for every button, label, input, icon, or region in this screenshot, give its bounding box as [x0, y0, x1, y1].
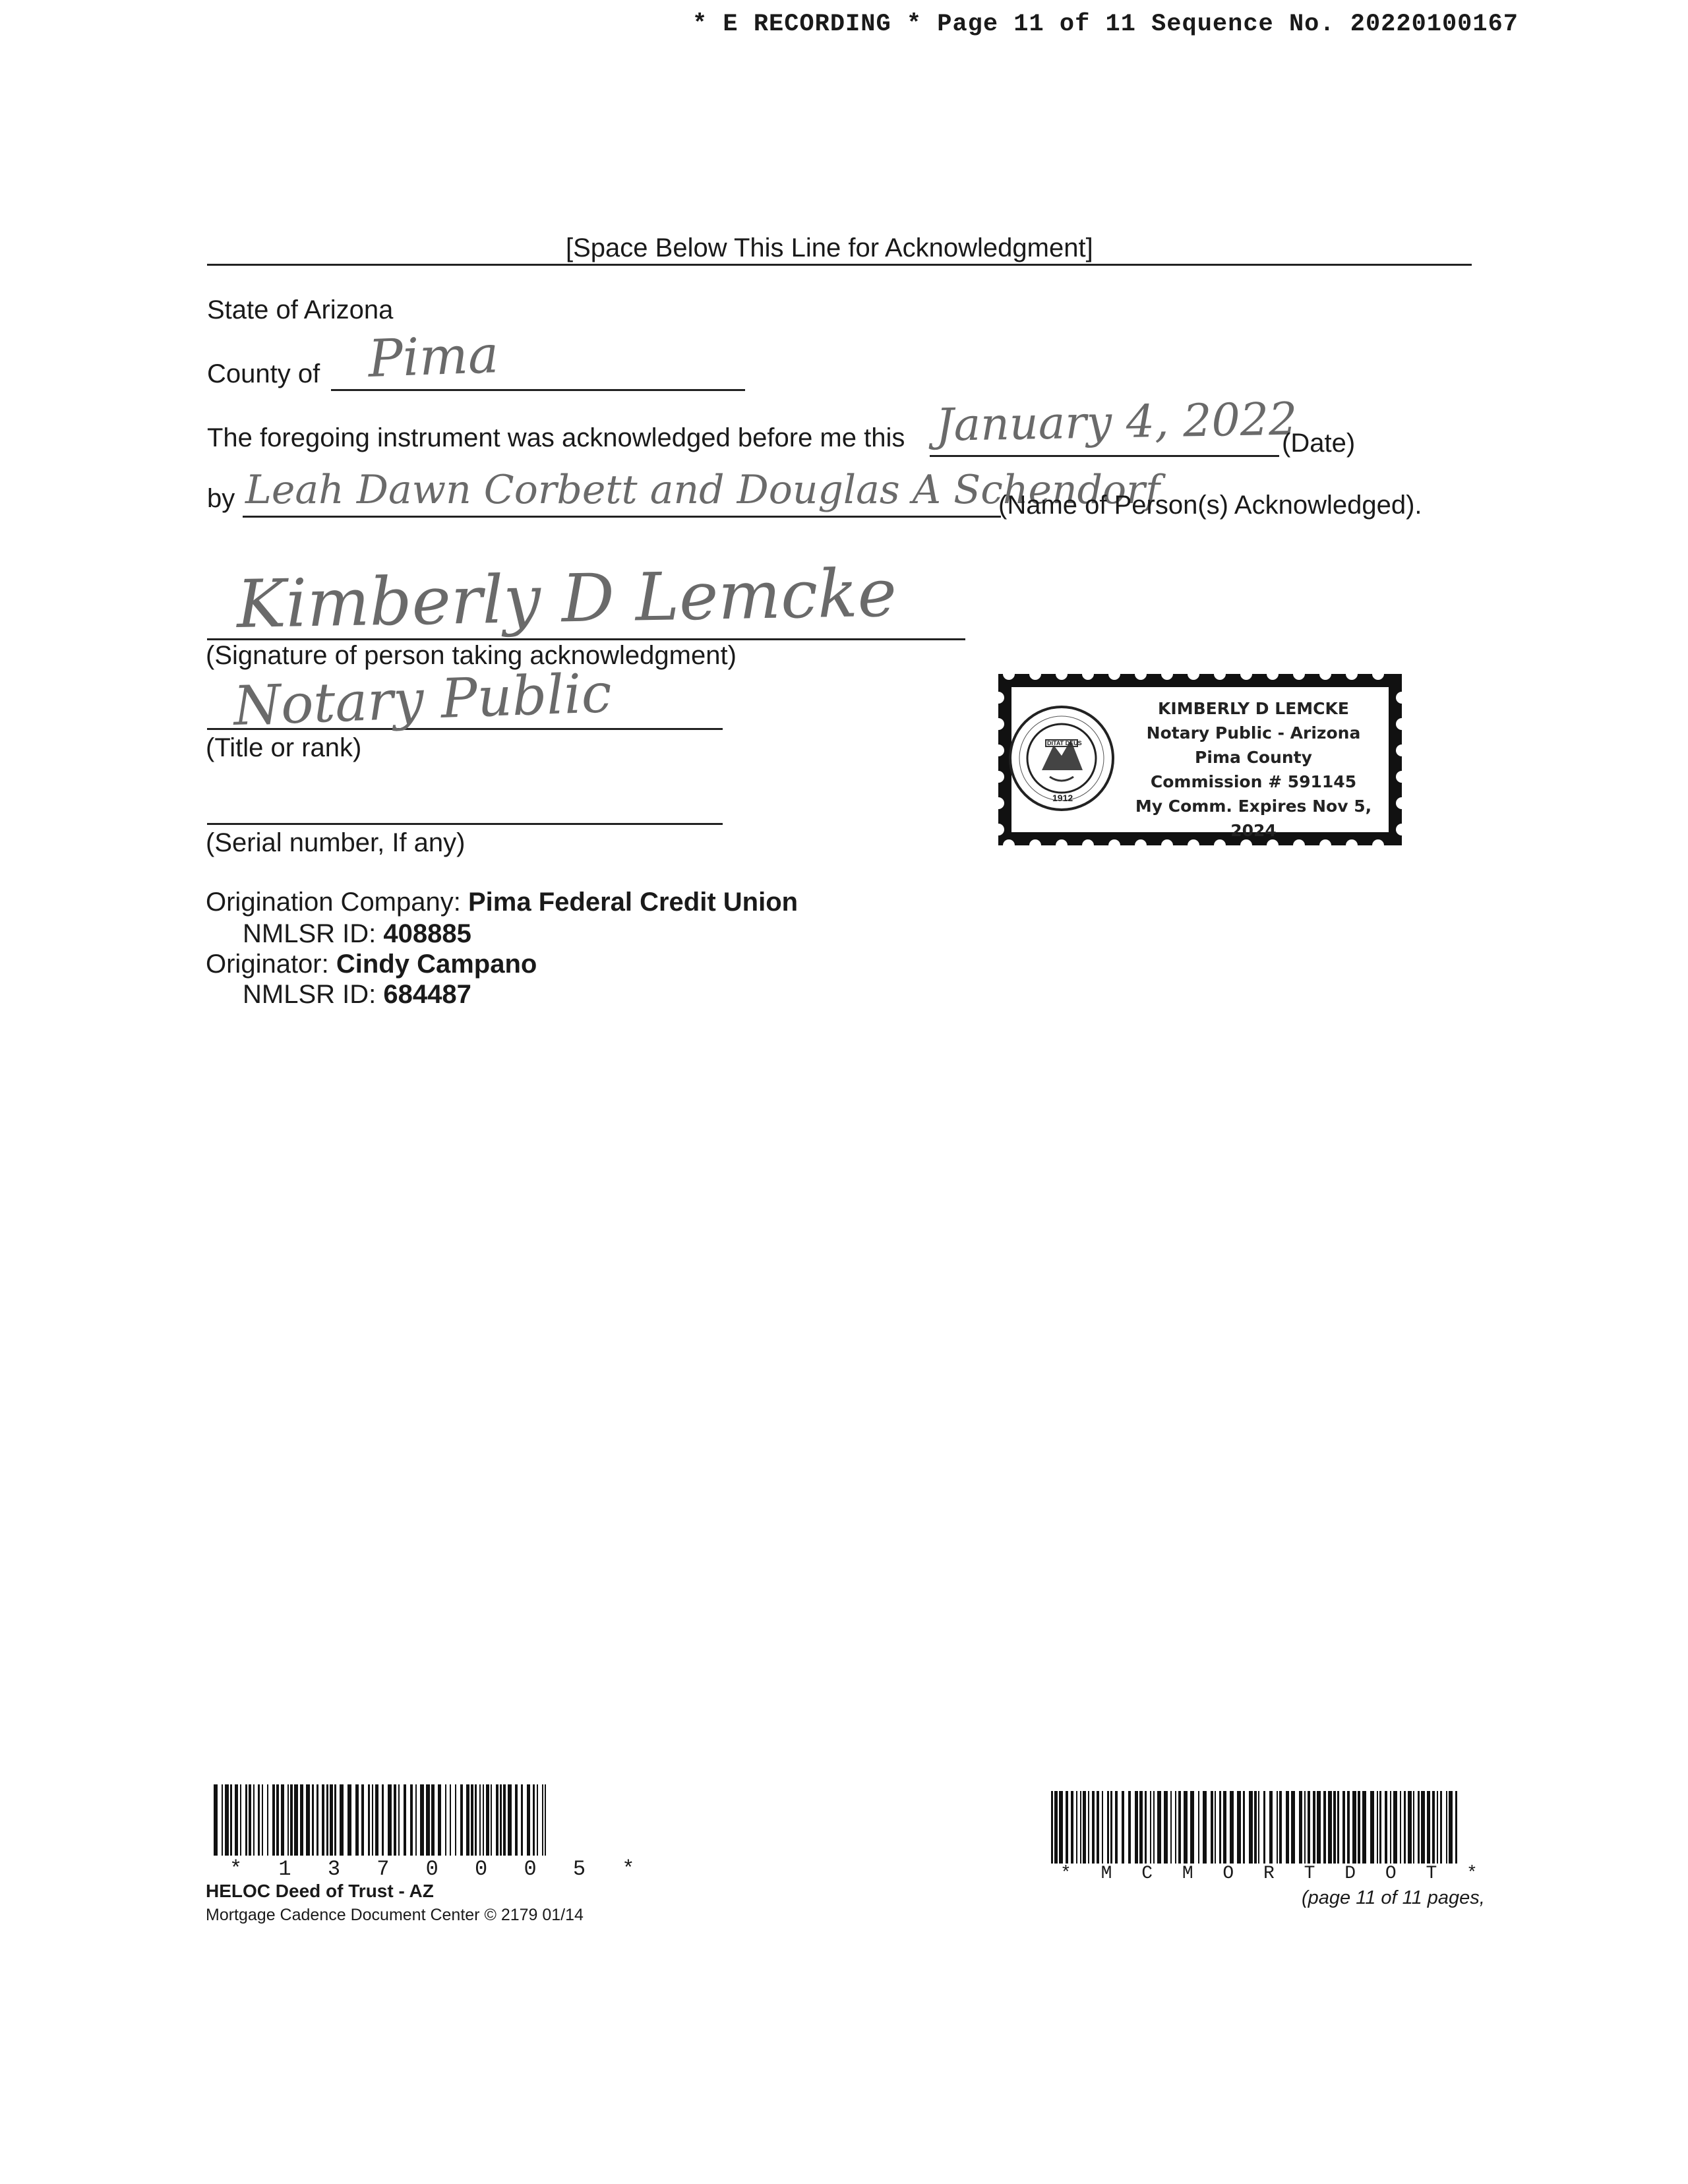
- barcode-bar: [1304, 1791, 1306, 1864]
- doc-title: HELOC Deed of Trust - AZ: [206, 1881, 434, 1901]
- barcode-bar: [306, 1784, 310, 1856]
- barcode-bar: [1184, 1791, 1188, 1864]
- notary-commission: Commission # 591145: [1150, 772, 1357, 791]
- seal-year: 1912: [1052, 793, 1073, 803]
- barcode-bar: [1342, 1791, 1345, 1864]
- barcode-bar: [1385, 1791, 1387, 1864]
- barcode-bar: [235, 1784, 238, 1856]
- right-barcode: [1051, 1791, 1461, 1869]
- barcode-bar: [262, 1784, 263, 1856]
- company-nmlsr-label: NMLSR ID:: [243, 919, 377, 948]
- title-label: (Title or rank): [206, 733, 362, 762]
- barcode-bar: [1370, 1791, 1374, 1864]
- barcode-bar: [1313, 1791, 1315, 1864]
- barcode-bar: [410, 1784, 413, 1856]
- barcode-bar: [225, 1784, 229, 1856]
- barcode-bar: [1178, 1791, 1181, 1864]
- county-label: County of: [207, 359, 320, 388]
- state-label: State of Arizona: [207, 295, 394, 324]
- barcode-bar: [1211, 1791, 1213, 1864]
- barcode-bar: [1110, 1791, 1112, 1864]
- barcode-bar: [1059, 1791, 1063, 1864]
- barcode-bar: [1198, 1791, 1199, 1864]
- barcode-bar: [267, 1784, 268, 1856]
- barcode-bar: [355, 1784, 359, 1856]
- by-label: by: [207, 484, 235, 513]
- barcode-bar: [1328, 1791, 1332, 1864]
- barcode-bar: [1051, 1791, 1053, 1864]
- barcode-bar: [1071, 1791, 1073, 1864]
- barcode-bar: [1277, 1791, 1278, 1864]
- barcode-bar: [249, 1784, 251, 1856]
- foregoing-text: The foregoing instrument was acknowledged before me this: [207, 423, 905, 452]
- barcode-bar: [312, 1784, 314, 1856]
- barcode-bar: [500, 1784, 502, 1856]
- barcode-bar: [537, 1784, 538, 1856]
- barcode-bar: [438, 1784, 441, 1856]
- barcode-bar: [1066, 1791, 1068, 1864]
- barcode-bar: [426, 1784, 430, 1856]
- barcode-bar: [491, 1784, 492, 1856]
- recording-header: * E RECORDING * Page 11 of 11 Sequence No. 20220100167: [692, 11, 1519, 38]
- barcode-bar: [1157, 1791, 1161, 1864]
- barcode-bar: [1432, 1791, 1435, 1864]
- barcode-bar: [1080, 1791, 1081, 1864]
- origination-company-label: Origination Company:: [206, 888, 461, 917]
- date-label: (Date): [1282, 429, 1356, 458]
- title-handwritten: Notary Public: [232, 662, 613, 738]
- barcode-bar: [290, 1784, 293, 1856]
- notary-stamp: [996, 671, 1404, 848]
- originator-nmlsr-row: [243, 980, 471, 1010]
- barcode-bar: [1097, 1791, 1099, 1864]
- barcode-bar: [1299, 1791, 1302, 1864]
- barcode-bar: [1352, 1791, 1356, 1864]
- barcode-bar: [1258, 1791, 1259, 1864]
- originator-label: Originator:: [206, 950, 329, 979]
- barcode-bar: [361, 1784, 364, 1856]
- barcode-bar: [1175, 1791, 1176, 1864]
- barcode-bar: [1092, 1791, 1095, 1864]
- serial-label: (Serial number, If any): [206, 828, 466, 857]
- barcode-bar: [1393, 1791, 1397, 1864]
- names-handwritten: Leah Dawn Corbett and Douglas A Schendorf: [245, 467, 1160, 513]
- barcode-bar: [1107, 1791, 1109, 1864]
- barcode-bar: [1054, 1791, 1058, 1864]
- barcode-bar: [316, 1784, 318, 1856]
- names-underline: [243, 516, 1001, 518]
- barcode-bar: [445, 1784, 446, 1856]
- originator-row: [206, 950, 537, 979]
- barcode-bar: [475, 1784, 477, 1856]
- barcode-bar: [1337, 1791, 1339, 1864]
- barcode-bar: [521, 1784, 523, 1856]
- barcode-bar: [1249, 1791, 1253, 1864]
- barcode-bar: [1427, 1791, 1430, 1864]
- notary-stamp-text: [1118, 696, 1389, 843]
- notary-name: KIMBERLY D LEMCKE: [1158, 699, 1349, 718]
- barcode-bar: [1408, 1791, 1412, 1864]
- doc-center: Mortgage Cadence Document Center © 2179 01/14: [206, 1906, 584, 1924]
- barcode-bar: [533, 1784, 535, 1856]
- barcode-bar: [1269, 1791, 1273, 1864]
- barcode-bar: [1243, 1791, 1245, 1864]
- acknowledgment-rule: [207, 264, 1472, 266]
- barcode-bar: [1139, 1791, 1143, 1864]
- barcode-bar: [1102, 1791, 1103, 1864]
- barcode-bar: [1145, 1791, 1147, 1864]
- barcode-bar: [1088, 1791, 1089, 1864]
- county-underline: [331, 389, 745, 391]
- barcode-bar: [1254, 1791, 1257, 1864]
- barcode-bar: [1230, 1791, 1234, 1864]
- barcode-bar: [1135, 1791, 1138, 1864]
- barcode-bar: [372, 1784, 373, 1856]
- barcode-bar: [276, 1784, 279, 1856]
- origination-company-row: [206, 888, 798, 917]
- barcode-bar: [1421, 1791, 1425, 1864]
- barcode-bar: [466, 1784, 469, 1856]
- barcode-bar: [340, 1784, 344, 1856]
- barcode-bar: [1333, 1791, 1336, 1864]
- barcode-bar: [415, 1784, 417, 1856]
- barcode-bar: [1437, 1791, 1438, 1864]
- barcode-bar: [1413, 1791, 1414, 1864]
- barcode-bar: [245, 1784, 247, 1856]
- barcode-bar: [1122, 1791, 1124, 1864]
- notary-title: Notary Public - Arizona: [1146, 723, 1361, 743]
- barcode-bar: [240, 1784, 241, 1856]
- barcode-bar: [272, 1784, 275, 1856]
- barcode-bar: [1279, 1791, 1282, 1864]
- barcode-bar: [431, 1784, 435, 1856]
- barcode-bar: [347, 1784, 351, 1856]
- barcode-bar: [1455, 1791, 1457, 1864]
- barcode-bar: [1404, 1791, 1406, 1864]
- barcode-bar: [1150, 1791, 1151, 1864]
- barcode-bar: [222, 1784, 223, 1856]
- notary-expiration: My Comm. Expires Nov 5, 2024: [1135, 797, 1372, 840]
- serial-underline: [207, 823, 723, 825]
- barcode-bar: [1317, 1791, 1321, 1864]
- barcode-bar: [483, 1784, 484, 1856]
- barcode-bar: [1418, 1791, 1420, 1864]
- barcode-bar: [1291, 1791, 1295, 1864]
- barcode-bar: [322, 1784, 324, 1856]
- names-label: (Name of Person(s) Acknowledged).: [998, 491, 1422, 520]
- origination-company-value: Pima Federal Credit Union: [467, 888, 799, 917]
- barcode-bar: [334, 1784, 336, 1856]
- barcode-bar: [486, 1784, 489, 1856]
- barcode-bar: [1379, 1791, 1381, 1864]
- barcode-bar: [508, 1784, 512, 1856]
- seal-motto: DITAT DEUS: [1047, 740, 1082, 746]
- date-underline: [930, 455, 1279, 457]
- barcode-bar: [281, 1784, 284, 1856]
- space-below-line-label: [Space Below This Line for Acknowledgment]: [566, 233, 1093, 262]
- barcode-bar: [450, 1784, 451, 1856]
- date-handwritten: January 4, 2022: [935, 393, 1298, 452]
- barcode-bar: [1215, 1791, 1216, 1864]
- barcode-bar: [503, 1784, 506, 1856]
- barcode-bar: [1446, 1791, 1447, 1864]
- barcode-bar: [420, 1784, 424, 1856]
- barcode-bar: [1203, 1791, 1207, 1864]
- barcode-bar: [455, 1784, 456, 1856]
- left-barcode: [214, 1784, 550, 1866]
- barcode-bar: [404, 1784, 406, 1856]
- barcode-bar: [253, 1784, 255, 1856]
- barcode-bar: [214, 1784, 218, 1856]
- barcode-bar: [388, 1784, 392, 1856]
- barcode-bar: [398, 1784, 400, 1856]
- barcode-bar: [230, 1784, 232, 1856]
- barcode-bar: [1362, 1791, 1366, 1864]
- barcode-bar: [545, 1784, 546, 1856]
- barcode-bar: [258, 1784, 260, 1856]
- barcode-bar: [1308, 1791, 1310, 1864]
- barcode-bar: [471, 1784, 473, 1856]
- company-nmlsr-row: [243, 919, 471, 949]
- barcode-bar: [375, 1784, 378, 1856]
- page-note: (page 11 of 11 pages,: [1302, 1887, 1485, 1908]
- barcode-bar: [1190, 1791, 1194, 1864]
- barcode-bar: [1219, 1791, 1221, 1864]
- barcode-bar: [287, 1784, 289, 1856]
- barcode-bar: [460, 1784, 463, 1856]
- barcode-bar: [1377, 1791, 1378, 1864]
- barcode-bar: [1390, 1791, 1391, 1864]
- barcode-bar: [1170, 1791, 1172, 1864]
- barcode-bar: [515, 1784, 518, 1856]
- barcode-bar: [368, 1784, 370, 1856]
- barcode-bar: [542, 1784, 543, 1856]
- barcode-bar: [1115, 1791, 1118, 1864]
- barcode-bar: [382, 1784, 384, 1856]
- barcode-bar: [1286, 1791, 1289, 1864]
- barcode-bar: [1323, 1791, 1326, 1864]
- barcode-bar: [1347, 1791, 1350, 1864]
- barcode-bar: [1153, 1791, 1155, 1864]
- barcode-bar: [1358, 1791, 1360, 1864]
- barcode-bar: [1263, 1791, 1265, 1864]
- originator-value: Cindy Campano: [336, 950, 537, 979]
- barcode-bar: [1128, 1791, 1131, 1864]
- barcode-bar: [1449, 1791, 1453, 1864]
- barcode-bar: [1223, 1791, 1226, 1864]
- left-barcode-text: * 1 3 7 0 0 0 5 *: [229, 1857, 647, 1881]
- barcode-bar: [1440, 1791, 1442, 1864]
- barcode-bar: [326, 1784, 328, 1856]
- county-handwritten: Pima: [367, 325, 500, 389]
- barcode-bar: [1237, 1791, 1241, 1864]
- barcode-bar: [300, 1784, 303, 1856]
- company-nmlsr-value: 408885: [383, 919, 471, 948]
- barcode-bar: [1400, 1791, 1401, 1864]
- barcode-bar: [294, 1784, 298, 1856]
- barcode-bar: [1083, 1791, 1086, 1864]
- barcode-bar: [330, 1784, 333, 1856]
- barcode-bar: [496, 1784, 498, 1856]
- barcode-bar: [479, 1784, 481, 1856]
- signature-handwritten: Kimberly D Lemcke: [235, 554, 897, 643]
- originator-nmlsr-value: 684487: [383, 980, 471, 1009]
- signature-label: (Signature of person taking acknowledgment): [206, 641, 737, 670]
- right-barcode-text: * M C M O R T D O T *: [1060, 1864, 1487, 1884]
- notary-county: Pima County: [1195, 748, 1312, 767]
- originator-nmlsr-label: NMLSR ID:: [243, 980, 377, 1009]
- barcode-bar: [1164, 1791, 1168, 1864]
- barcode-bar: [1076, 1791, 1077, 1864]
- barcode-bar: [527, 1784, 530, 1856]
- barcode-bar: [394, 1784, 396, 1856]
